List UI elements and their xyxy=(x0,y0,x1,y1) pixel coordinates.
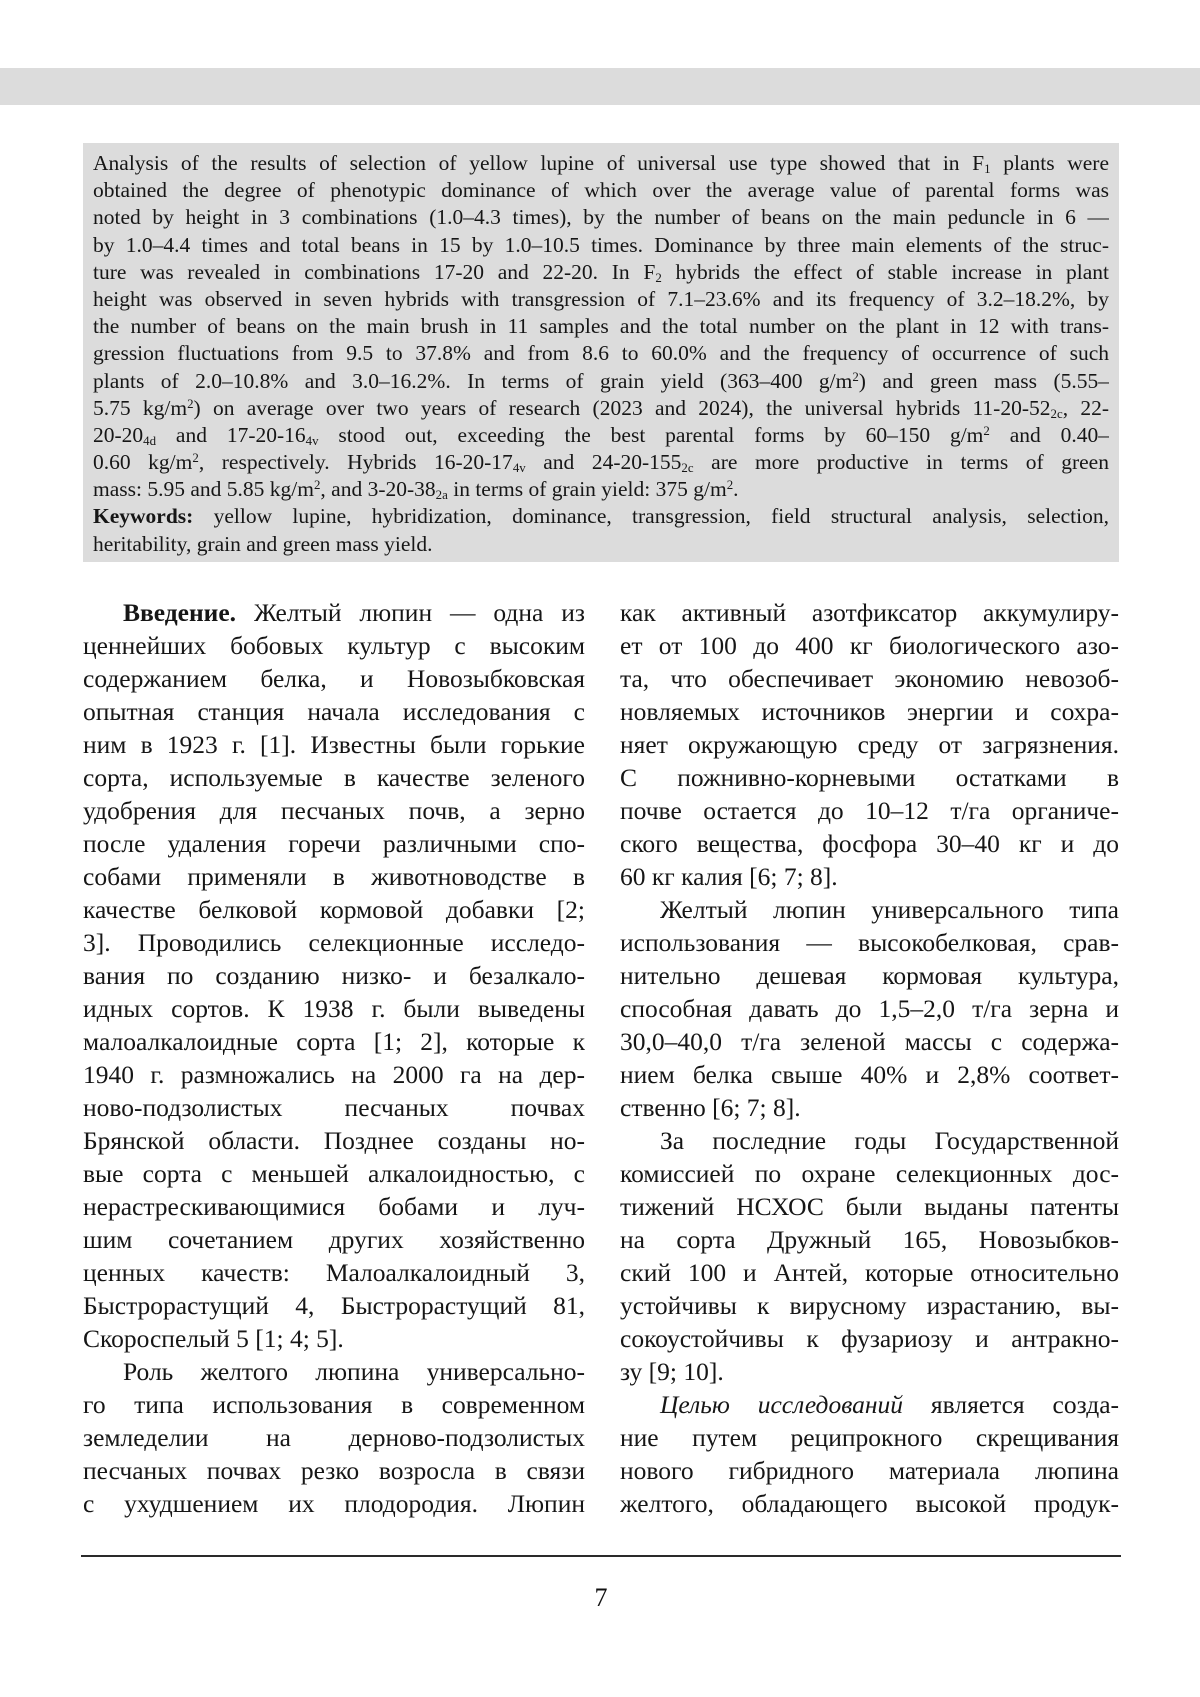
text-line: вания по созданию низко- и безалкало- xyxy=(83,961,585,990)
text-line: нерастрескивающимися бобами и луч- xyxy=(83,1192,585,1221)
text-line: Роль желтого люпина универсально- xyxy=(123,1357,585,1386)
text-line: земледелии на дерново-подзолистых xyxy=(83,1423,585,1452)
text-line: нительно дешевая кормовая культура, xyxy=(620,961,1119,990)
text-line: песчаных почвах резко возросла в связи xyxy=(83,1456,585,1485)
text-line: $20-20_{4d}$ and $17-20-16_{4v}$ stood out, exceeding the best parental forms by 60–150 $g/m^2$ and 0.40– xyxy=(93,422,1109,449)
text-line: 5.75 $kg/m^2$) on average over two years of research (2023 and 2024), the universal hybrids $11-20-52_{2c}$, 22- xyxy=(93,395,1109,421)
text-line: с ухудшением их плодородия. Люпин xyxy=(83,1489,585,1518)
text-line: 30,0–40,0 т/га зеленой массы с содержа- xyxy=(620,1027,1119,1056)
text-line: зу [9; 10]. xyxy=(620,1357,724,1386)
text-line: использования — высокобелковая, срав- xyxy=(620,928,1119,957)
text-line: ценнейших бобовых культур с высоким xyxy=(83,631,585,660)
text-line: собами применяли в животноводстве в xyxy=(83,862,585,891)
text-line: малоалкалоидные сорта [1; 2], которые к xyxy=(83,1027,585,1056)
text-line: 0.60 $kg/m^2$, respectively. Hybrids $16-20-17_{4v}$ and $24-20-155_{2c}$ are more productive in terms of green xyxy=(93,450,1109,476)
text-line: способная давать до 1,5–2,0 т/га зерна и xyxy=(620,994,1119,1023)
text-line: 3]. Проводились селекционные исследо- xyxy=(83,928,585,957)
text-line: содержанием белка, и Новозыбковская xyxy=(83,664,585,693)
text-line: plants of 2.0–10.8% and 3.0–16.2%. In terms of grain yield (363–400 $g/m^2$) and green mass (5.55– xyxy=(93,368,1109,393)
text-line: ет от 100 до 400 кг биологического азо- xyxy=(620,631,1119,660)
text-line: height was observed in seven hybrids with transgression of 7.1–23.6% and its frequency of 3.2–18.2%, by xyxy=(93,286,1109,311)
text-line: удобрения для песчаных почв, а зерно xyxy=(83,796,585,825)
text-line: устойчивы к вирусному израстанию, вы- xyxy=(620,1291,1119,1320)
text-line: 60 кг калия [6; 7; 8]. xyxy=(620,862,838,891)
text-line: почве остается до 10–12 т/га органиче- xyxy=(620,796,1119,825)
text-line: идных сортов. К 1938 г. были выведены xyxy=(83,994,585,1023)
text-line: ние путем реципрокного скрещивания xyxy=(620,1423,1119,1452)
text-line: Analysis of the results of selection of yellow lupine of universal use type showed that in $F_1$ plants were xyxy=(93,151,1109,177)
text-line: комиссией по охране селекционных дос- xyxy=(620,1159,1119,1188)
right-column xyxy=(620,596,1119,1520)
text-line: ним в 1923 г. [1]. Известны были горькие xyxy=(83,730,585,759)
text-line: новляемых источников энергии и сохра- xyxy=(620,697,1119,726)
text-line: by 1.0–4.4 times and total beans in 15 by 1.0–10.5 times. Dominance by three main elements of the struc- xyxy=(93,232,1109,257)
text-line: сорта, используемые в качестве зеленого xyxy=(83,763,585,792)
page-header-bar xyxy=(0,68,1200,105)
text-line: the number of beans on the main brush in 11 samples and the total number on the plant in 12 with trans- xyxy=(93,314,1109,339)
text-line: ture was revealed in combinations 17-20 and 22-20. In $F_2$ hybrids the effect of stable increase in plant xyxy=(93,259,1109,285)
text-line: ский 100 и Антей, которые относительно xyxy=(620,1258,1119,1287)
text-line: Введение. Желтый люпин — одна из xyxy=(123,598,585,627)
text-line: Желтый люпин универсального типа xyxy=(660,895,1119,924)
text-line: нием белка свыше 40% и 2,8% соответ- xyxy=(620,1060,1119,1089)
text-line: noted by height in 3 combinations (1.0–4.3 times), by the number of beans on the main peduncle in 6 — xyxy=(93,205,1109,230)
page-number: 7 xyxy=(594,1583,608,1612)
text-line: на сорта Дружный 165, Новозыбков- xyxy=(620,1225,1119,1254)
text-line: mass: 5.95 and 5.85 $kg/m^2$, and $3-20-38_{2a}$ in terms of grain yield: 375 $g/m^2$. xyxy=(93,477,739,503)
text-line: тижений НСХОС были выданы патенты xyxy=(620,1192,1119,1221)
left-column xyxy=(83,596,585,1520)
text-line: шим сочетанием других хозяйственно xyxy=(83,1225,585,1254)
text-line: ново-подзолистых песчаных почвах xyxy=(83,1093,585,1122)
text-line: вые сорта с меньшей алкалоидностью, с xyxy=(83,1159,585,1188)
text-line: няет окружающую среду от загрязнения. xyxy=(620,730,1119,759)
text-line: Быстрорастущий 4, Быстрорастущий 81, xyxy=(83,1291,585,1320)
text-line: Брянской области. Позднее созданы но- xyxy=(83,1126,585,1155)
body-columns xyxy=(83,596,1119,1520)
text-line: опытная станция начала исследования с xyxy=(83,697,585,726)
text-line: heritability, grain and green mass yield. xyxy=(93,531,433,556)
text-line: качестве белковой кормовой добавки [2; xyxy=(83,895,585,924)
text-line: obtained the degree of phenotypic dominance of which over the average value of parental forms was xyxy=(93,178,1109,203)
text-line: С пожнивно-корневыми остатками в xyxy=(620,763,1119,792)
footer-rule xyxy=(81,1555,1121,1557)
abstract-box xyxy=(83,143,1119,562)
text-line: нового гибридного материала люпина xyxy=(620,1456,1119,1485)
text-line: 1940 г. размножались на 2000 га на дер- xyxy=(83,1060,585,1089)
text-line: Keywords: yellow lupine, hybridization, dominance, transgression, field structural analysis, selection, xyxy=(93,504,1109,529)
text-line: Целью исследований является созда- xyxy=(660,1390,1119,1419)
text-line: ского вещества, фосфора 30–40 кг и до xyxy=(620,829,1119,858)
text-line: gression fluctuations from 9.5 to 37.8% and from 8.6 to 60.0% and the frequency of occurrence of such xyxy=(93,341,1109,366)
text-line: ственно [6; 7; 8]. xyxy=(620,1093,801,1122)
text-line: го типа использования в современном xyxy=(83,1390,585,1419)
text-line: Скороспелый 5 [1; 4; 5]. xyxy=(83,1324,344,1353)
text-line: За последние годы Государственной xyxy=(660,1126,1119,1155)
text-line: сокоустойчивы к фузариозу и антракно- xyxy=(620,1324,1119,1353)
text-line: как активный азотфиксатор аккумулиру- xyxy=(620,598,1119,627)
text-line: желтого, обладающего высокой продук- xyxy=(620,1489,1119,1518)
text-line: та, что обеспечивает экономию невозоб- xyxy=(620,664,1119,693)
text-line: ценных качеств: Малоалкалоидный 3, xyxy=(83,1258,585,1287)
text-line: после удаления горечи различными спо- xyxy=(83,829,585,858)
